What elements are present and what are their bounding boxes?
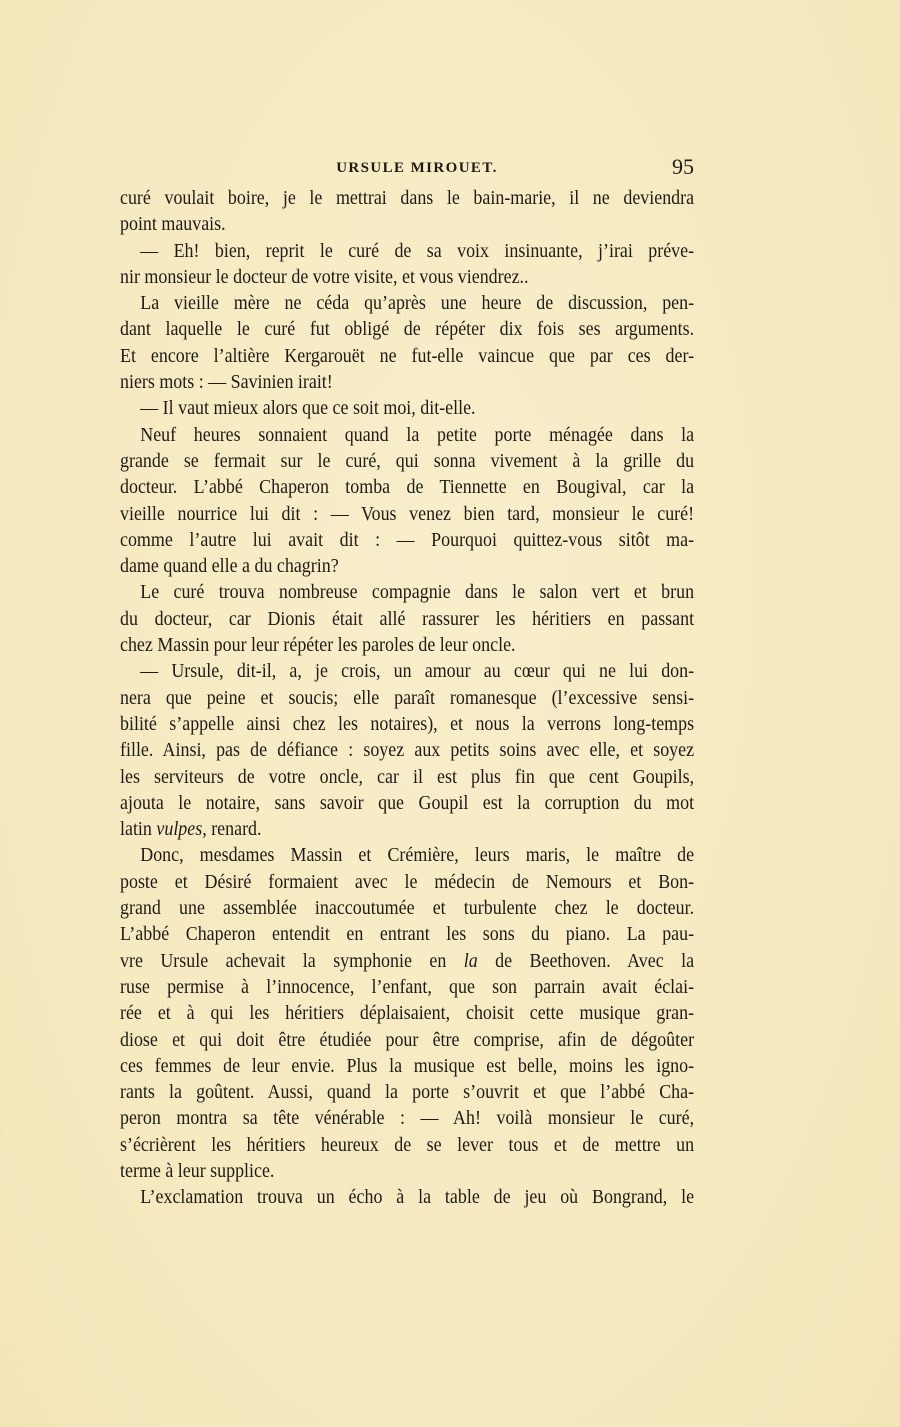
text-line: poste et Désiré formaient avec le médecin de Nemours et Bon- [120,871,695,893]
text-line: terme à leur supplice. [120,1160,275,1182]
text-line: ajouta le notaire, sans savoir que Goupil est la corruption du mot [120,792,695,814]
paragraph [120,580,694,659]
text-line: vre Ursule achevait la symphonie en la de Beethoven. Avec la [120,950,695,972]
text-line: — Eh! bien, reprit le curé de sa voix insinuante, j’irai préve- [140,240,695,262]
text-line: nera que peine et soucis; elle paraît romanesque (l’excessive sensi- [120,687,695,709]
paragraph [120,396,694,422]
text-line: point mauvais. [120,214,226,236]
text-line: dame quand elle a du chagrin? [120,556,339,578]
paragraph [120,291,694,396]
text-line: docteur. L’abbé Chaperon tomba de Tiennette en Bougival, car la [120,477,695,499]
text-line: s’écrièrent les héritiers heureux de se lever tous et de mettre un [120,1134,695,1156]
running-head [120,152,694,186]
text-line: comme l’autre lui avait dit : — Pourquoi quittez-vous sitôt ma- [120,529,695,551]
text-line: dant laquelle le curé fut obligé de répéter dix fois ses arguments. [120,319,695,341]
text-line: bilité s’appelle ainsi chez les notaires), et nous la verrons long-temps [120,713,695,735]
text-line: grande se fermait sur le curé, qui sonna vivement à la grille du [120,450,695,472]
text-line: — Il vaut mieux alors que ce soit moi, dit-elle. [140,398,476,420]
text-line: Neuf heures sonnaient quand la petite porte ménagée dans la [140,424,695,446]
book-page [120,152,694,1212]
text-line: curé voulait boire, je le mettrai dans le bain-marie, il ne deviendra [120,188,695,209]
text-line: nir monsieur le docteur de votre visite, et vous viendrez.. [120,266,529,288]
text-line: ces femmes de leur envie. Plus la musique est belle, moins les igno- [120,1055,695,1077]
paragraph [120,186,694,239]
text-line: grand une assemblée inaccoutumée et turbulente chez le docteur. [120,898,695,920]
text-line: La vieille mère ne céda qu’après une heure de discussion, pen- [140,293,695,315]
text-line: latin vulpes, renard. [120,819,262,841]
text-line: Le curé trouva nombreuse compagnie dans le salon vert et brun [140,582,695,604]
paragraph [120,843,694,1185]
text-line: vieille nourrice lui dit : — Vous venez bien tard, monsieur le curé! [120,503,695,525]
text-line: les serviteurs de votre oncle, car il est plus fin que cent Goupils, [120,766,695,788]
paragraph [120,239,694,292]
text-line: peron montra sa tête vénérable : — Ah! voilà monsieur le curé, [120,1108,695,1130]
page-number: 95 [672,154,694,179]
text-line: diose et qui doit être étudiée pour être comprise, afin de dégoûter [120,1029,695,1051]
text-line: Et encore l’altière Kergarouët ne fut-elle vaincue que par ces der- [120,345,695,367]
text-line: ruse permise à l’innocence, l’enfant, que son parrain avait éclai- [120,976,695,998]
running-title: URSULE MIROUET. [336,160,498,176]
text-line: niers mots : — Savinien irait! [120,372,333,394]
text-line: — Ursule, dit-il, a, je crois, un amour au cœur qui ne lui don- [140,661,695,683]
text-line: chez Massin pour leur répéter les paroles de leur oncle. [120,635,516,657]
text-line: L’exclamation trouva un écho à la table de jeu où Bongrand, le [140,1187,695,1209]
text-line: rée et à qui les héritiers déplaisaient, choisit cette musique gran- [120,1003,695,1025]
text-line: L’abbé Chaperon entendit en entrant les sons du piano. La pau- [120,924,695,946]
text-line: rants la goûtent. Aussi, quand la porte s’ouvrit et que l’abbé Cha- [120,1082,695,1104]
paragraph [120,423,694,581]
paragraph [120,659,694,843]
body-text [120,186,694,1212]
text-line: fille. Ainsi, pas de défiance : soyez aux petits soins avec elle, et soyez [120,740,695,762]
text-line: Donc, mesdames Massin et Crémière, leurs maris, le maître de [140,845,695,867]
italic-word: vulpes, [156,819,207,841]
italic-word: la [463,950,478,972]
paragraph [120,1185,694,1211]
text-line: du docteur, car Dionis était allé rassurer les héritiers en passant [120,608,695,630]
